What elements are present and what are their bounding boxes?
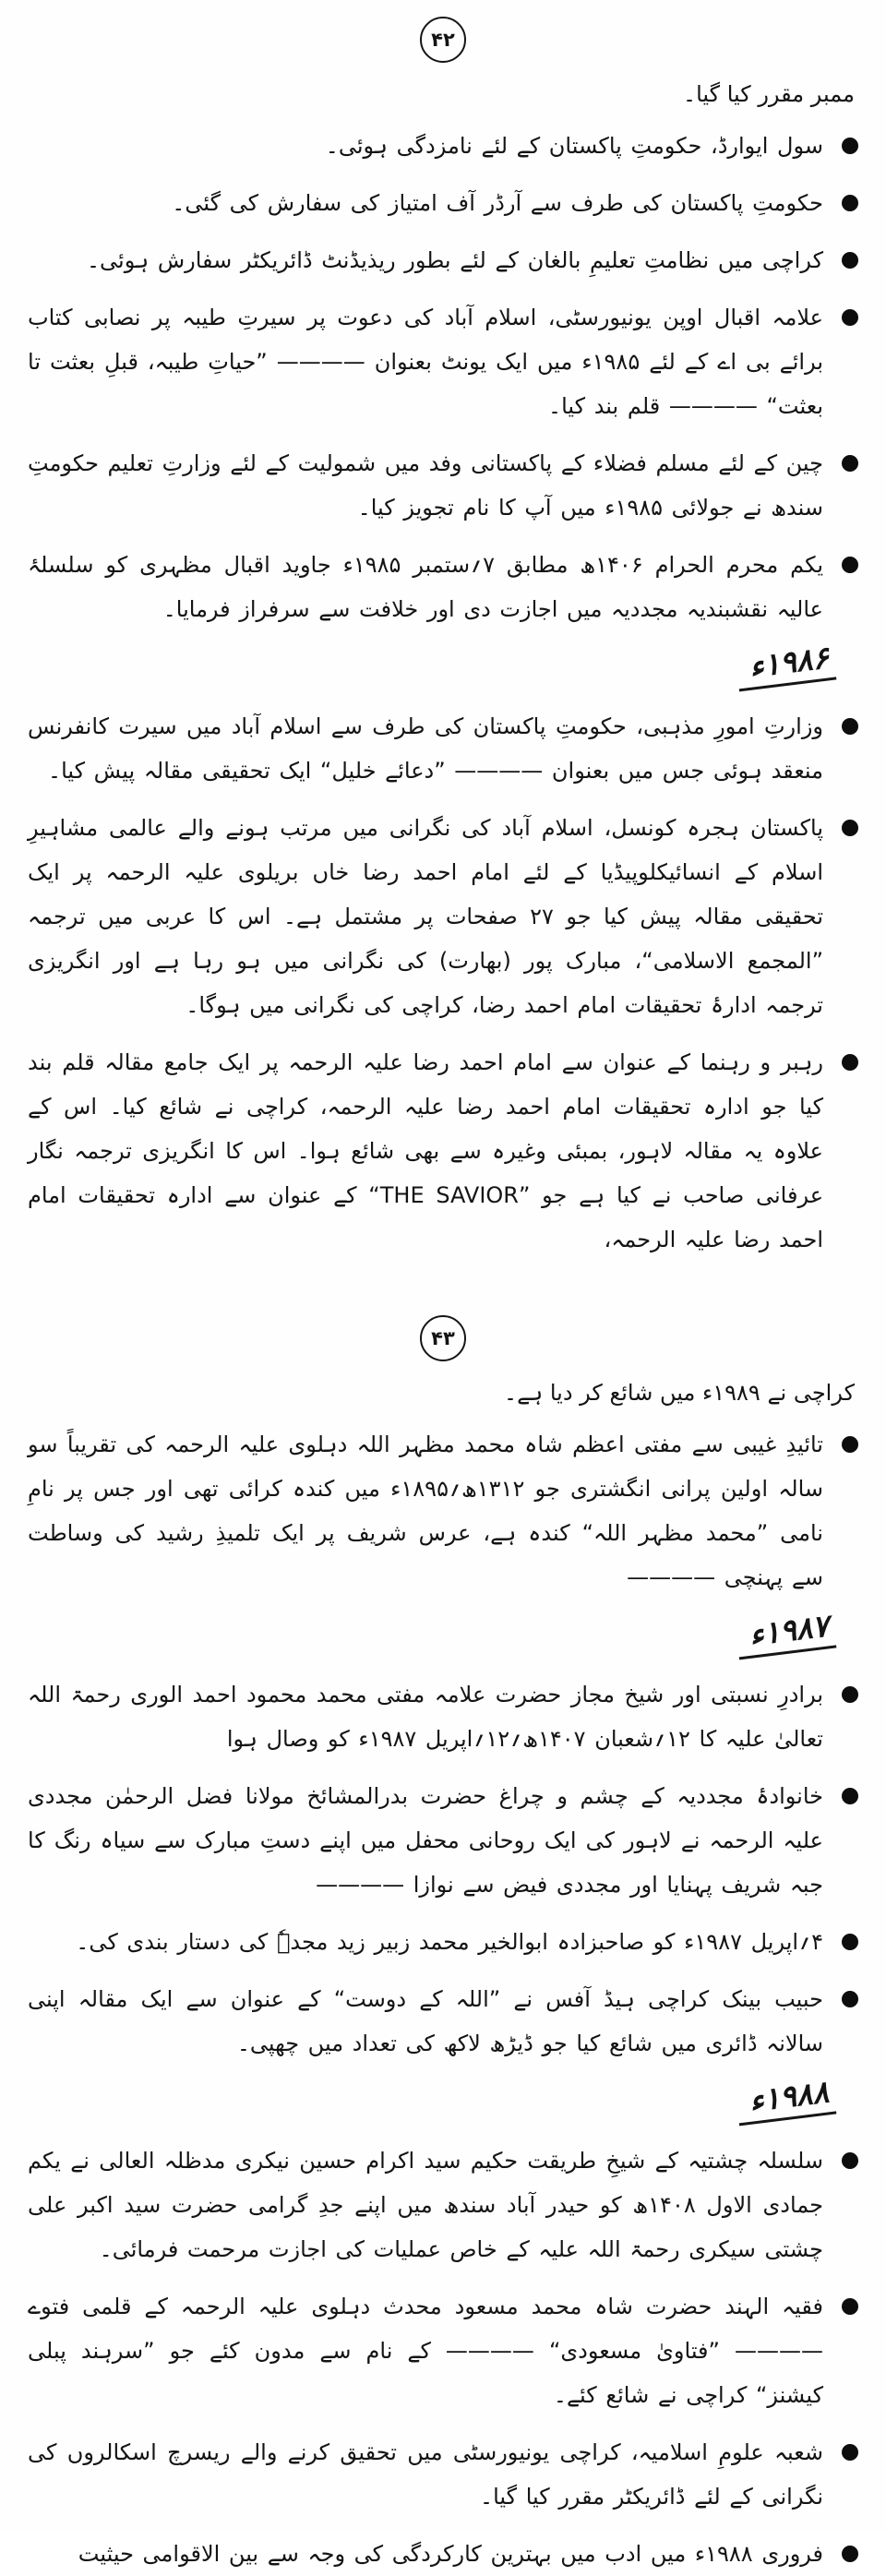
bullet-dot	[842, 2546, 858, 2562]
page-number-badge: ۴۳	[420, 1315, 466, 1361]
bullet-text: خانوادۂ مجددیہ کے چشم و چراغ حضرت بدرالمشائخ مولانا فضل الرحمٰن مجددی علیہ الرحمہ نے لاہور کی ایک روحانی محفل میں اپنے دستِ مبارک سے سیاہ رنگ کا جبہ شریف پہنایا اور مجددی فیض سے نوازا ————	[28, 1783, 823, 1898]
bullet-dot	[842, 1788, 858, 1804]
bullet-item	[28, 124, 858, 168]
bullet-dot	[842, 1686, 858, 1703]
bullet-dot	[842, 2298, 858, 2315]
page-number-row	[28, 1315, 858, 1361]
page-number-row	[28, 17, 858, 63]
year-heading-1988: ۱۹۸۸ء	[734, 2073, 836, 2127]
year-heading-1987: ۱۹۸۷ء	[734, 1607, 836, 1660]
bullet-dot	[842, 2152, 858, 2169]
bullet-item	[28, 1040, 858, 1262]
bullet-text: حبیب بینک کراچی ہیڈ آفس نے ”اللہ کے دوست“ کے عنوان سے ایک مقالہ اپنی سالانہ ڈائری میں شائع کیا جو ڈیڑھ لاکھ کی تعداد میں چھپی۔	[28, 1986, 823, 2056]
bullet-item	[28, 806, 858, 1027]
bullet-dot	[842, 1991, 858, 2007]
year-heading-row	[28, 1607, 834, 1654]
bullet-item	[28, 1774, 858, 1907]
page-number-badge: ۴۲	[420, 17, 466, 63]
bullet-item	[28, 2430, 858, 2519]
year-heading-1986: ۱۹۸۶ء	[734, 639, 836, 692]
bullet-item	[28, 543, 858, 631]
bullet-text: ۴؍اپریل ۱۹۸۷ء کو صاحبزادہ ابوالخیر محمد زبیر زید مجدہٗ کی دستار بندی کی۔	[76, 1929, 823, 1955]
bullet-item	[28, 2139, 858, 2271]
bullet-dot	[842, 1436, 858, 1453]
bullet-item	[28, 1672, 858, 1761]
bullet-item	[28, 704, 858, 793]
year-heading-row	[28, 639, 834, 686]
bullet-text: برادرِ نسبتی اور شیخ مجاز حضرت علامہ مفتی محمد محمود احمد الوری رحمۃ اللہ تعالیٰ علیہ کا ۱۲؍شعبان ۱۴۰۷ھ؍۱۲؍اپریل ۱۹۸۷ء کو وصال ہوا	[28, 1682, 823, 1752]
bullet-dot	[842, 138, 858, 154]
bullet-text: حکومتِ پاکستان کی طرف سے آرڈر آف امتیاز کی سفارش کی گئی۔	[172, 190, 823, 216]
bullet-dot	[842, 557, 858, 573]
bullet-item	[28, 441, 858, 530]
bullet-text: رہبر و رہنما کے عنوان سے امام احمد رضا علیہ الرحمہ پر ایک جامع مقالہ قلم بند کیا جو ادارہ تحقیقات امام احمد رضا علیہ الرحمہ، کراچی نے شائع کیا۔ اس کے علاوہ یہ مقالہ لاہور، بمبئی وغیرہ سے بھی شائع ہوا۔ اس کا انگریزی ترجمہ نگار عرفانی صاحب نے کیا ہے جو ”THE SAVIOR“ کے عنوان سے ادارہ تحقیقات امام احمد رضا علیہ الرحمہ،	[28, 1049, 824, 1252]
bullet-item	[28, 295, 858, 428]
bullet-text: سول ایوارڈ، حکومتِ پاکستان کے لئے نامزدگی ہوئی۔	[325, 133, 823, 159]
bullet-dot	[842, 455, 858, 472]
bullet-text: فروری ۱۹۸۸ء میں ادب میں بہترین کارکردگی کی وجہ سے بین الاقوامی حیثیت	[78, 2541, 823, 2567]
bullet-text: سلسلہ چشتیہ کے شیخِ طریقت حکیم سید اکرام حسین نیکری مدظلہ العالی نے یکم جمادی الاول ۱۴۰۸ھ کو حیدر آباد سندھ میں اپنے جدِ گرامی حضرت سید اکبر علی چشتی سیکری رحمۃ اللہ علیہ کے خاص عملیات کی اجازت مرحمت فرمائی۔	[28, 2148, 823, 2262]
bullet-item	[28, 2284, 858, 2417]
bullet-text: وزارتِ امورِ مذہبی، حکومتِ پاکستان کی طرف سے اسلام آباد میں سیرت کانفرنس منعقد ہوئی جس میں بعنوان ———— ”دعائے خلیل“ ایک تحقیقی مقالہ پیش کیا۔	[28, 713, 823, 784]
paragraph: ممبر مقرر کیا گیا۔	[683, 81, 855, 107]
bullet-dot	[842, 309, 858, 326]
bullet-text: یکم محرم الحرام ۱۴۰۶ھ مطابق ۷؍ستمبر ۱۹۸۵ء جاوید اقبال مظہری کو سلسلۂ عالیہ نقشبندیہ مجددیہ میں اجازت دی اور خلافت سے سرفراز فرمایا۔	[28, 552, 824, 622]
bullet-dot	[842, 718, 858, 735]
bullet-item	[28, 238, 858, 282]
bullet-text: علامہ اقبال اوپن یونیورسٹی، اسلام آباد کی دعوت پر سیرتِ طیبہ پر نصابی کتاب برائے بی اے کے لئے ۱۹۸۵ء میں ایک یونٹ بعنوان ———— ”حیاتِ طیبہ، قبلِ بعثت تا بعثت“ ———— قلم بند کیا۔	[28, 305, 823, 419]
bullet-item	[28, 2532, 858, 2576]
bullet-item	[28, 181, 858, 225]
bullet-dot	[842, 2444, 858, 2461]
bullet-text: چین کے لئے مسلم فضلاء کے پاکستانی وفد میں شمولیت کے لئے وزارتِ تعلیم حکومتِ سندھ نے جولائی ۱۹۸۵ء میں آپ کا نام تجویز کیا۔	[28, 450, 823, 521]
bullet-item	[28, 1977, 858, 2066]
bullet-dot	[842, 820, 858, 836]
bullet-item	[28, 1422, 858, 1600]
bullet-dot	[842, 195, 858, 211]
bullet-dot	[842, 252, 858, 269]
bullet-text: کراچی میں نظامتِ تعلیمِ بالغان کے لئے بطور ریذیڈنٹ ڈائریکٹر سفارش ہوئی۔	[86, 247, 823, 273]
bullet-item	[28, 1920, 858, 1964]
bullet-text: شعبہ علومِ اسلامیہ، کراچی یونیورسٹی میں تحقیق کرنے والے ریسرچ اسکالروں کی نگرانی کے لئے ڈائریکٹر مقرر کیا گیا۔	[28, 2439, 823, 2510]
bullet-dot	[842, 1934, 858, 1950]
bullet-dot	[842, 1054, 858, 1071]
year-heading-row	[28, 2073, 834, 2120]
bullet-text: پاکستان ہجرہ کونسل، اسلام آباد کی نگرانی میں مرتب ہونے والے عالمی مشاہیرِ اسلام کے انسائیکلوپیڈیا کے لئے امام احمد رضا خاں بریلوی علیہ الرحمہ پر ایک تحقیقی مقالہ پیش کیا جو ۲۷ صفحات پر مشتمل ہے۔ اس کا عربی میں ترجمہ ”المجمع الاسلامی“، مبارک پور (بھارت) کی نگرانی میں ہو رہا ہے اور انگریزی ترجمہ ادارۂ تحقیقات امام احمد رضا، کراچی کی نگرانی میں ہوگا۔	[28, 815, 824, 1018]
bullet-text: تائیدِ غیبی سے مفتی اعظم شاہ محمد مظہر اللہ دہلوی علیہ الرحمہ کی تقریباً سو سالہ اولین پرانی انگشتری جو ۱۳۱۲ھ؍۱۸۹۵ء میں کندہ کرائی تھی اور جس پر نامِ نامی ”محمد مظہر اللہ“ کندہ ہے، عرس شریف پر ایک تلمیذِ رشید کی وساطت سے پہنچی ————	[28, 1432, 823, 1590]
bullet-text: فقیہ الہند حضرت شاہ محمد مسعود محدث دہلوی علیہ الرحمہ کے قلمی فتوے ———— ”فتاویٰ مسعودی“ ———— کے نام سے مدون کئے جو ”سرہند پبلی کیشنز“ کراچی نے شائع کئے۔	[28, 2294, 823, 2408]
paragraph: کراچی نے ۱۹۸۹ء میں شائع کر دیا ہے۔	[504, 1380, 855, 1406]
